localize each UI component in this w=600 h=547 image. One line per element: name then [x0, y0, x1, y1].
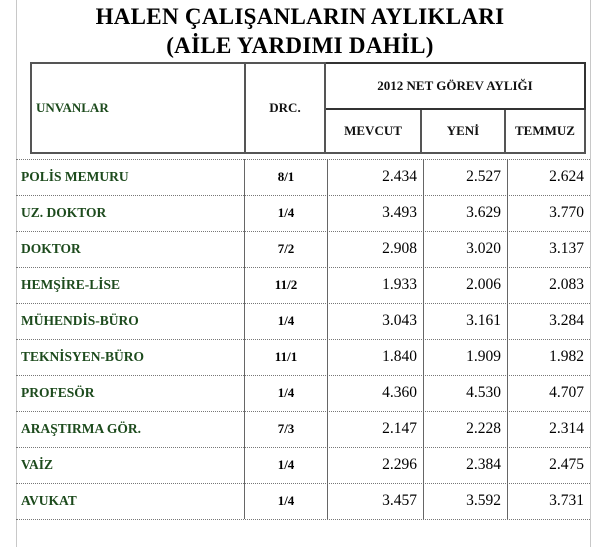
table-row	[16, 375, 590, 411]
cell-unvan: ARAŞTIRMA GÖR.	[16, 411, 245, 447]
cell-unvan: MÜHENDİS-BÜRO	[16, 303, 245, 339]
cell-drc: 1/4	[245, 375, 328, 411]
cell-mevcut: 2.908	[328, 231, 424, 267]
cell-yeni: 1.909	[424, 339, 508, 375]
table-header	[30, 62, 586, 154]
page-subtitle: (AİLE YARDIMI DAHİL)	[166, 33, 434, 58]
page-frame-right	[590, 0, 591, 547]
cell-temmuz: 2.475	[549, 456, 584, 473]
cell-temmuz: 3.137	[549, 240, 584, 257]
table-row	[16, 483, 590, 519]
cell-yeni: 4.530	[424, 375, 508, 411]
cell-unvan: DOKTOR	[16, 231, 245, 267]
page-title: HALEN ÇALIŞANLARIN AYLIKLARI	[95, 4, 505, 29]
cell-mevcut: 3.043	[328, 303, 424, 339]
cell-mevcut: 2.147	[328, 411, 424, 447]
cell-mevcut: 3.457	[328, 483, 424, 519]
cell-drc: 1/4	[245, 303, 328, 339]
cell-drc: 11/2	[245, 267, 328, 303]
cell-temmuz: 3.770	[549, 204, 584, 221]
table-row	[16, 267, 590, 303]
cell-yeni: 3.629	[424, 195, 508, 231]
header-yeni: YENİ	[422, 110, 506, 154]
cell-yeni: 2.006	[424, 267, 508, 303]
cell-mevcut: 3.493	[328, 195, 424, 231]
cell-mevcut: 2.434	[328, 159, 424, 195]
cell-unvan: AVUKAT	[16, 483, 245, 519]
header-net-gorev-ayligi: 2012 NET GÖREV AYLIĞI	[326, 62, 586, 110]
header-mevcut: MEVCUT	[326, 110, 422, 154]
cell-mevcut: 2.296	[328, 447, 424, 483]
cell-temmuz: 2.624	[549, 168, 584, 185]
table-row	[16, 195, 590, 231]
cell-unvan: TEKNİSYEN-BÜRO	[16, 339, 245, 375]
cell-temmuz: 1.982	[549, 348, 584, 365]
cell-drc: 7/3	[245, 411, 328, 447]
table-row	[16, 159, 590, 195]
row-divider	[16, 519, 590, 520]
header-temmuz: TEMMUZ	[506, 110, 586, 154]
cell-yeni: 3.020	[424, 231, 508, 267]
table-row	[16, 447, 590, 483]
table-row	[16, 339, 590, 375]
cell-temmuz: 4.707	[549, 384, 584, 401]
cell-unvan: HEMŞİRE-LİSE	[16, 267, 245, 303]
cell-temmuz: 2.314	[549, 420, 584, 437]
cell-mevcut: 4.360	[328, 375, 424, 411]
cell-mevcut: 1.933	[328, 267, 424, 303]
cell-yeni: 3.592	[424, 483, 508, 519]
header-drc: DRC.	[246, 62, 326, 154]
cell-yeni: 2.384	[424, 447, 508, 483]
cell-unvan: VAİZ	[16, 447, 245, 483]
table-row	[16, 231, 590, 267]
cell-drc: 1/4	[245, 483, 328, 519]
cell-drc: 7/2	[245, 231, 328, 267]
cell-unvan: PROFESÖR	[16, 375, 245, 411]
cell-yeni: 2.228	[424, 411, 508, 447]
cell-unvan: POLİS MEMURU	[16, 159, 245, 195]
header-unvanlar: UNVANLAR	[30, 62, 246, 154]
table-row	[16, 411, 590, 447]
cell-mevcut: 1.840	[328, 339, 424, 375]
cell-yeni: 3.161	[424, 303, 508, 339]
cell-yeni: 2.527	[424, 159, 508, 195]
cell-drc: 11/1	[245, 339, 328, 375]
table-row	[16, 303, 590, 339]
cell-drc: 1/4	[245, 195, 328, 231]
cell-unvan: UZ. DOKTOR	[16, 195, 245, 231]
cell-temmuz: 2.083	[549, 276, 584, 293]
cell-temmuz: 3.731	[549, 492, 584, 509]
cell-temmuz: 3.284	[549, 312, 584, 329]
cell-drc: 1/4	[245, 447, 328, 483]
cell-drc: 8/1	[245, 159, 328, 195]
